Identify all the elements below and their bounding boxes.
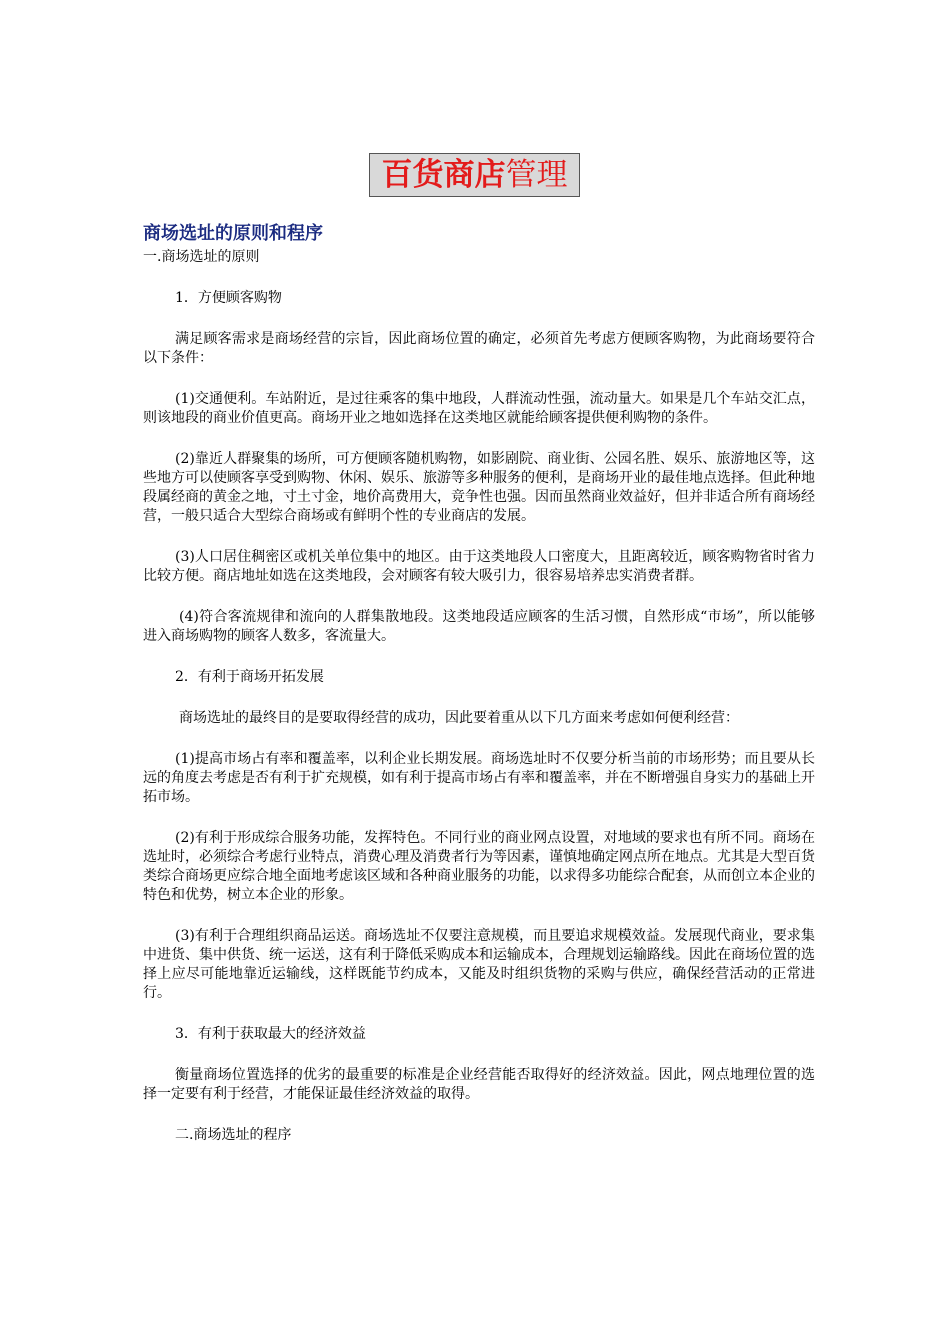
point-one-item: (2)靠近人群聚集的场所，可方便顾客随机购物，如影剧院、商业街、公园名胜、娱乐、旅游地区等，这些地方可以使顾客享受到购物、休闲、娱乐、旅游等多种服务的便利，是商场开业的最佳地点选择。但此种地段属经商的黄金之地，寸土寸金，地价高费用大，竞争性也强。因而虽然商业效益好，但并非适合所有商场经营，一般只适合大型综合商场或有鲜明个性的专业商店的发展。 [143, 451, 815, 524]
point-one-title: 1．方便顾客购物 [175, 290, 282, 306]
document-body [143, 220, 815, 1167]
point-one-intro: 满足顾客需求是商场经营的宗旨，因此商场位置的确定，必须首先考虑方便顾客购物，为此商场要符合以下条件： [143, 331, 815, 366]
point-one-item: (4)符合客流规律和流向的人群集散地段。这类地段适应顾客的生活习惯，自然形成“市场”，所以能够进入商场购物的顾客人数多，客流量大。 [143, 609, 815, 644]
title-plain-part: 管理 [505, 157, 568, 193]
document-title [369, 153, 580, 197]
point-one-item: (1)交通便利。车站附近，是过往乘客的集中地段，人群流动性强，流动量大。如果是几个车站交汇点，则该地段的商业价值更高。商场开业之地如选择在这类地区就能给顾客提供便利购物的条件。 [143, 391, 815, 426]
section-one-title: 一.商场选址的原则 [143, 249, 260, 265]
point-two-title: 2．有利于商场开拓发展 [175, 669, 324, 685]
point-two-item: (3)有利于合理组织商品运送。商场选址不仅要注意规模，而且要追求规模效益。发展现代商业，要求集中进货、集中供货、统一运送，这有利于降低采购成本和运输成本，合理规划运输路线。因此在商场位置的选择上应尽可能地靠近运输线，这样既能节约成本，又能及时组织货物的采购与供应，确保经营活动的正常进行。 [143, 928, 815, 1001]
section-two-title: 二.商场选址的程序 [175, 1127, 292, 1143]
section-heading: 商场选址的原则和程序 [143, 223, 323, 244]
title-bold-part: 百货商店 [381, 157, 506, 193]
point-three-intro: 衡量商场位置选择的优劣的最重要的标准是企业经营能否取得好的经济效益。因此，网点地理位置的选择一定要有利于经营，才能保证最佳经济效益的取得。 [143, 1067, 815, 1102]
point-two-intro: 商场选址的最终目的是要取得经营的成功，因此要着重从以下几方面来考虑如何便利经营： [179, 710, 739, 726]
point-two-item: (1)提高市场占有率和覆盖率，以利企业长期发展。商场选址时不仅要分析当前的市场形势；而且要从长远的角度去考虑是否有利于扩充规模，如有利于提高市场占有率和覆盖率，并在不断增强自身实力的基础上开拓市场。 [143, 751, 815, 805]
point-three-title: 3．有利于获取最大的经济效益 [175, 1026, 366, 1042]
point-one-item: (3)人口居住稠密区或机关单位集中的地区。由于这类地段人口密度大，且距离较近，顾客购物省时省力比较方便。商店地址如选在这类地段，会对顾客有较大吸引力，很容易培养忠实消费者群。 [143, 549, 815, 584]
point-two-item: (2)有利于形成综合服务功能，发挥特色。不同行业的商业网点设置，对地域的要求也有所不同。商场在选址时，必须综合考虑行业特点，消费心理及消费者行为等因素，谨慎地确定网点所在地点。尤其是大型百货类综合商场更应综合地全面地考虑该区域和各种商业服务的功能，以求得多功能综合配套，从而创立本企业的特色和优势，树立本企业的形象。 [143, 830, 815, 903]
